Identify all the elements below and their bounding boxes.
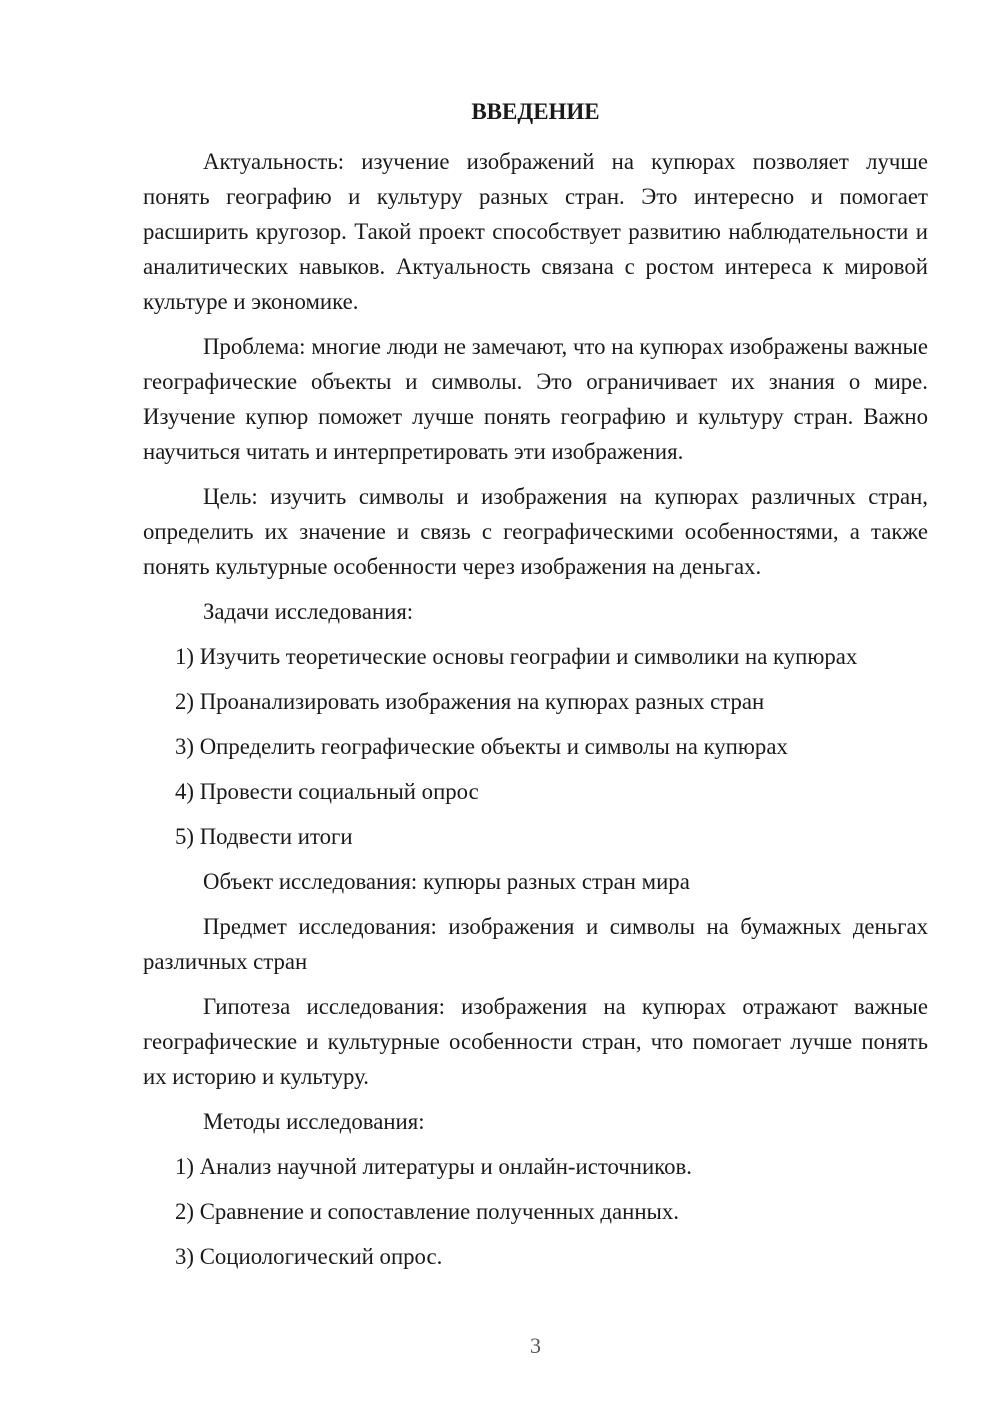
method-item: 2) Сравнение и сопоставление полученных данных. (175, 1199, 679, 1224)
task-item: 1) Изучить теоретические основы географии и символики на купюрах (175, 644, 858, 669)
method-item: 3) Социологический опрос. (175, 1244, 443, 1269)
page-number: 3 (530, 1333, 541, 1358)
document-page (143, 0, 928, 1414)
task-item: 5) Подвести итоги (175, 824, 353, 849)
task-item: 3) Определить географические объекты и символы на купюрах (175, 734, 788, 759)
tasks-label: Задачи исследования: (203, 599, 414, 624)
methods-label: Методы исследования: (203, 1109, 425, 1134)
object-line: Объект исследования: купюры разных стран мира (203, 869, 690, 894)
task-item: 2) Проанализировать изображения на купюрах разных стран (175, 689, 765, 714)
subject-paragraph: Предмет исследования: изображения и символы на бумажных деньгах различных стран (143, 914, 928, 974)
method-item: 1) Анализ научной литературы и онлайн-источников. (175, 1154, 692, 1179)
hypothesis-paragraph: Гипотеза исследования: изображения на купюрах отражают важные географические и культурные особенности стран, что помогает лучше понять их историю и культуру. (143, 994, 928, 1089)
relevance-paragraph: Актуальность: изучение изображений на купюрах позволяет лучше понять географию и культуру разных стран. Это интересно и помогает расширить кругозор. Такой проект способствует развитию наблюдательности и аналитических навыков. Актуальность связана с ростом интереса к мировой культуре и экономике. (143, 149, 928, 314)
goal-paragraph: Цель: изучить символы и изображения на купюрах различных стран, определить их значение и связь с географическими особенностями, а также понять культурные особенности через изображения на деньгах. (143, 484, 928, 579)
task-item: 4) Провести социальный опрос (175, 779, 479, 804)
tasks-list (143, 639, 928, 854)
problem-paragraph: Проблема: многие люди не замечают, что на купюрах изображены важные географические объекты и символы. Это ограничивает их знания о мире. Изучение купюр поможет лучше понять географию и культуру стран. Важно научиться читать и интерпретировать эти изображения. (143, 334, 928, 464)
page-title: ВВЕДЕНИЕ (471, 99, 600, 124)
methods-list (143, 1149, 928, 1274)
document-body (143, 144, 928, 1284)
